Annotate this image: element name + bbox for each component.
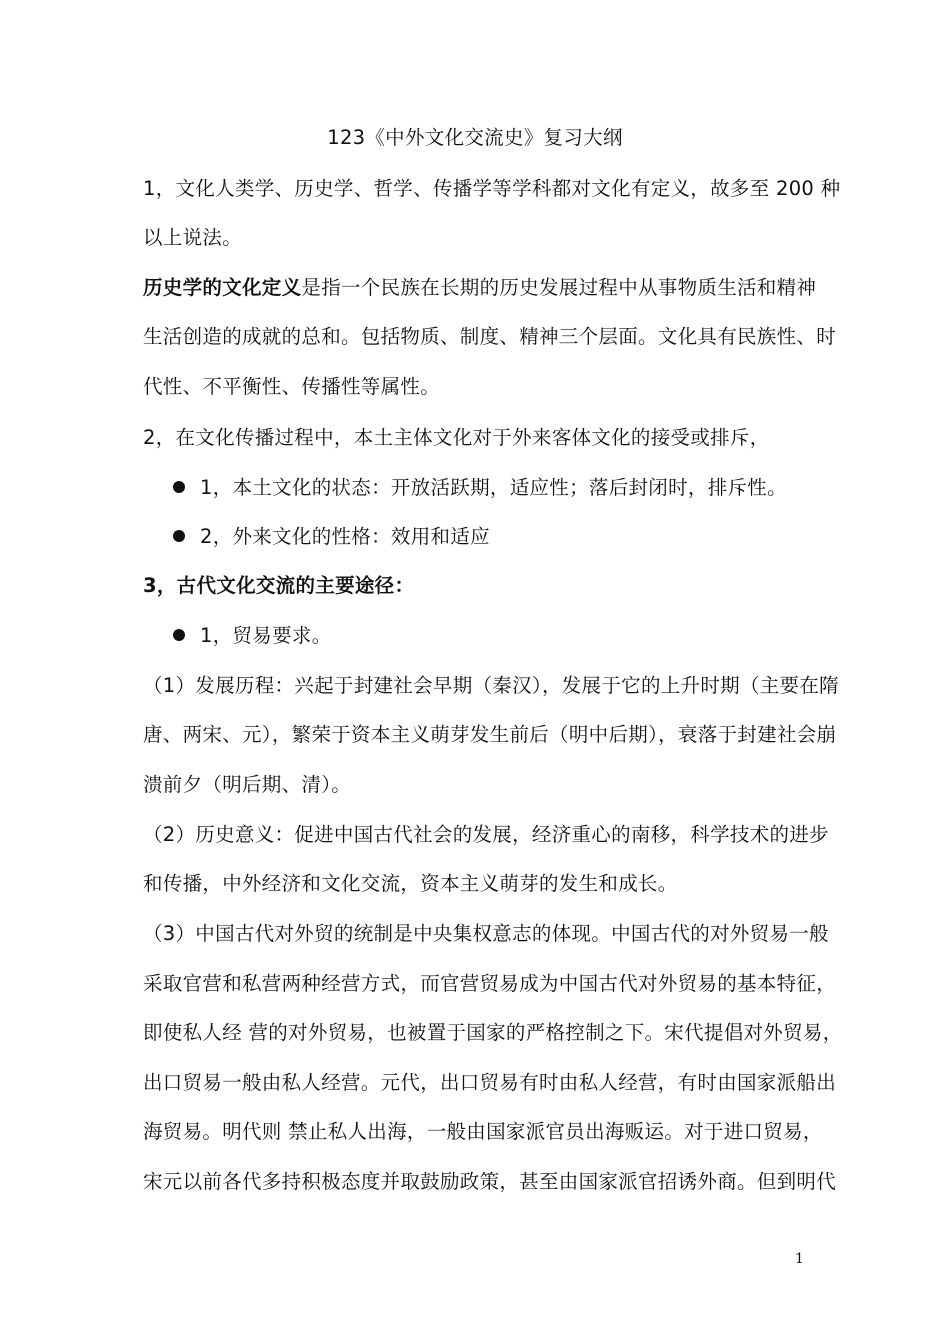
definition-text: 是指一个民族在长期的历史发展过程中从事物质生活和精神: [301, 276, 817, 299]
document-title: 123《中外文化交流史》复习大纲: [327, 126, 623, 149]
bullet-icon: [173, 530, 185, 542]
bullet-item: 1，贸易要求。: [200, 624, 332, 647]
paragraph-line: 出口贸易一般由私人经营。元代，出口贸易有时由私人经营，有时由国家派船出: [143, 1071, 837, 1094]
bullet-icon: [173, 481, 185, 493]
paragraph-line: 海贸易。明代则 禁止私人出海，一般由国家派官员出海贩运。对于进口贸易，: [143, 1120, 823, 1143]
bullet-item: 2，外来文化的性格：效用和适应: [200, 525, 490, 548]
paragraph-line: （2）历史意义：促进中国古代社会的发展，经济重心的南移，科学技术的进步: [143, 823, 829, 846]
paragraph-line: 溃前夕（明后期、清）。: [143, 773, 352, 796]
paragraph-line: （3）中国古代对外贸的统制是中央集权意志的体现。中国古代的对外贸易一般: [143, 922, 829, 945]
definition-term: 历史学的文化定义: [143, 276, 302, 299]
bullet-item: 1，本土文化的状态：开放活跃期，适应性；落后封闭时，排斥性。: [200, 476, 787, 499]
bullet-icon: [173, 629, 185, 641]
definition-line: [143, 274, 817, 302]
paragraph-line: 2，在文化传播过程中，本土主体文化对于外来客体文化的接受或排斥，: [143, 426, 770, 449]
paragraph-line: 生活创造的成就的总和。包括物质、制度、精神三个层面。文化具有民族性、时: [143, 325, 837, 348]
page-number: 1: [795, 1251, 804, 1267]
paragraph-line: 和传播，中外经济和文化交流，资本主义萌芽的发生和成长。: [143, 872, 678, 895]
section-heading: 3，古代文化交流的主要途径：: [143, 574, 415, 597]
paragraph-line: 即使私人经 营的对外贸易，也被置于国家的严格控制之下。宋代提倡对外贸易，: [143, 1021, 843, 1044]
paragraph-line: 1，文化人类学、历史学、哲学、传播学等学科都对文化有定义，故多至 200 种: [143, 177, 841, 200]
paragraph-line: 以上说法。: [143, 226, 243, 249]
paragraph-line: 采取官营和私营两种经营方式，而官营贸易成为中国古代对外贸易的基本特征，: [143, 972, 837, 995]
paragraph-line: 宋元以前各代多持积极态度并取鼓励政策，甚至由国家派官招诱外商。但到明代: [143, 1170, 837, 1193]
paragraph-line: 代性、不平衡性、传播性等属性。: [143, 375, 441, 398]
paragraph-line: 唐、两宋、元），繁荣于资本主义萌芽发生前后（明中后期），衰落于封建社会崩: [143, 723, 837, 746]
paragraph-line: （1）发展历程：兴起于封建社会早期（秦汉），发展于它的上升时期（主要在隋: [143, 674, 839, 697]
